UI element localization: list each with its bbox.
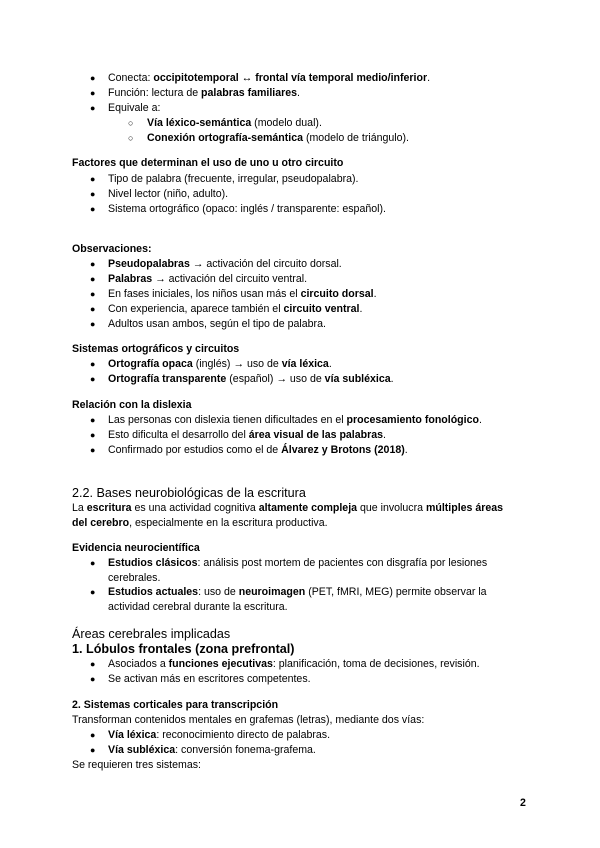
list-item: Tipo de palabra (frecuente, irregular, pseudopalabra). — [108, 173, 359, 185]
list-item: Esto dificulta el desarrollo del área visual de las palabras. — [108, 429, 386, 441]
section-heading: 2. Sistemas corticales para transcripción — [72, 699, 279, 711]
list-item: Confirmado por estudios como el de Álvarez y Brotons (2018). — [108, 444, 408, 456]
bullet-icon: ● — [90, 745, 96, 755]
bullet-icon: ● — [90, 374, 96, 384]
list-item: Sistema ortográfico (opaco: inglés / transparente: español). — [108, 203, 386, 215]
list-item: Pseudopalabras → activación del circuito dorsal. — [108, 258, 342, 270]
section-title: 2.2. Bases neurobiológicas de la escritura — [72, 486, 306, 500]
list-item: En fases iniciales, los niños usan más el circuito dorsal. — [108, 288, 377, 300]
bullet-icon: ● — [90, 73, 96, 83]
bullet-icon: ● — [90, 430, 96, 440]
list-item: Vía léxica: reconocimiento directo de palabras. — [108, 729, 331, 741]
list-item: Estudios clásicos: análisis post mortem de pacientes con disgrafía por lesiones — [108, 557, 488, 569]
list-item: Las personas con dislexia tienen dificultades en el procesamiento fonológico. — [108, 414, 482, 426]
list-item: Palabras → activación del circuito ventral. — [108, 273, 308, 285]
list-item: Equivale a: — [108, 102, 161, 114]
hollow-bullet-icon: ○ — [128, 133, 134, 143]
list-item: Conecta: occipitotemporal ↔ frontal vía temporal medio/inferior. — [108, 72, 431, 84]
list-item: Asociados a funciones ejecutivas: planificación, toma de decisiones, revisión. — [108, 658, 480, 670]
paragraph-line: Transforman contenidos mentales en grafemas (letras), mediante dos vías: — [72, 714, 425, 726]
bullet-icon: ● — [90, 259, 96, 269]
paragraph-line: La escritura es una actividad cognitiva altamente compleja que involucra múltiples áreas — [72, 502, 504, 514]
sub-list-item: Vía léxico-semántica (modelo dual). — [147, 117, 322, 129]
section-heading: Evidencia neurocientífica — [72, 542, 200, 554]
paragraph-line: del cerebro, especialmente en la escritura productiva. — [72, 517, 328, 529]
bullet-icon: ● — [90, 289, 96, 299]
bullet-icon: ● — [90, 674, 96, 684]
sub-list-item: Conexión ortografía-semántica (modelo de triángulo). — [147, 132, 409, 144]
bullet-icon: ● — [90, 304, 96, 314]
section-heading: Observaciones: — [72, 243, 152, 255]
list-item: Estudios actuales: uso de neuroimagen (PET, fMRI, MEG) permite observar la — [108, 586, 487, 598]
bullet-icon: ● — [90, 103, 96, 113]
list-item: Nivel lector (niño, adulto). — [108, 188, 229, 200]
subsection-title: 1. Lóbulos frontales (zona prefrontal) — [72, 642, 295, 656]
list-item: Con experiencia, aparece también el circuito ventral. — [108, 303, 363, 315]
bullet-icon: ● — [90, 730, 96, 740]
bullet-icon: ● — [90, 558, 96, 568]
bullet-icon: ● — [90, 189, 96, 199]
list-item: Ortografía opaca (inglés) → uso de vía léxica. — [108, 358, 332, 370]
bullet-icon: ● — [90, 445, 96, 455]
list-item: Adultos usan ambos, según el tipo de palabra. — [108, 318, 326, 330]
bullet-icon: ● — [90, 659, 96, 669]
bullet-icon: ● — [90, 319, 96, 329]
bullet-icon: ● — [90, 587, 96, 597]
list-item: Ortografía transparente (español) → uso de vía subléxica. — [108, 373, 394, 385]
bullet-icon: ● — [90, 174, 96, 184]
section-heading: Factores que determinan el uso de uno u otro circuito — [72, 157, 344, 169]
bullet-icon: ● — [90, 359, 96, 369]
bullet-icon: ● — [90, 88, 96, 98]
hollow-bullet-icon: ○ — [128, 118, 134, 128]
page-number: 2 — [520, 797, 526, 809]
paragraph-line: Se requieren tres sistemas: — [72, 759, 201, 771]
section-heading: Relación con la dislexia — [72, 399, 192, 411]
list-item-continuation: actividad cerebral durante la escritura. — [108, 601, 288, 613]
bullet-icon: ● — [90, 204, 96, 214]
bullet-icon: ● — [90, 274, 96, 284]
list-item: Función: lectura de palabras familiares. — [108, 87, 300, 99]
list-item-continuation: cerebrales. — [108, 572, 161, 584]
list-item: Se activan más en escritores competentes. — [108, 673, 311, 685]
bullet-icon: ● — [90, 415, 96, 425]
list-item: Vía subléxica: conversión fonema-grafema. — [108, 744, 316, 756]
section-heading: Sistemas ortográficos y circuitos — [72, 343, 240, 355]
section-title: Áreas cerebrales implicadas — [72, 627, 231, 641]
